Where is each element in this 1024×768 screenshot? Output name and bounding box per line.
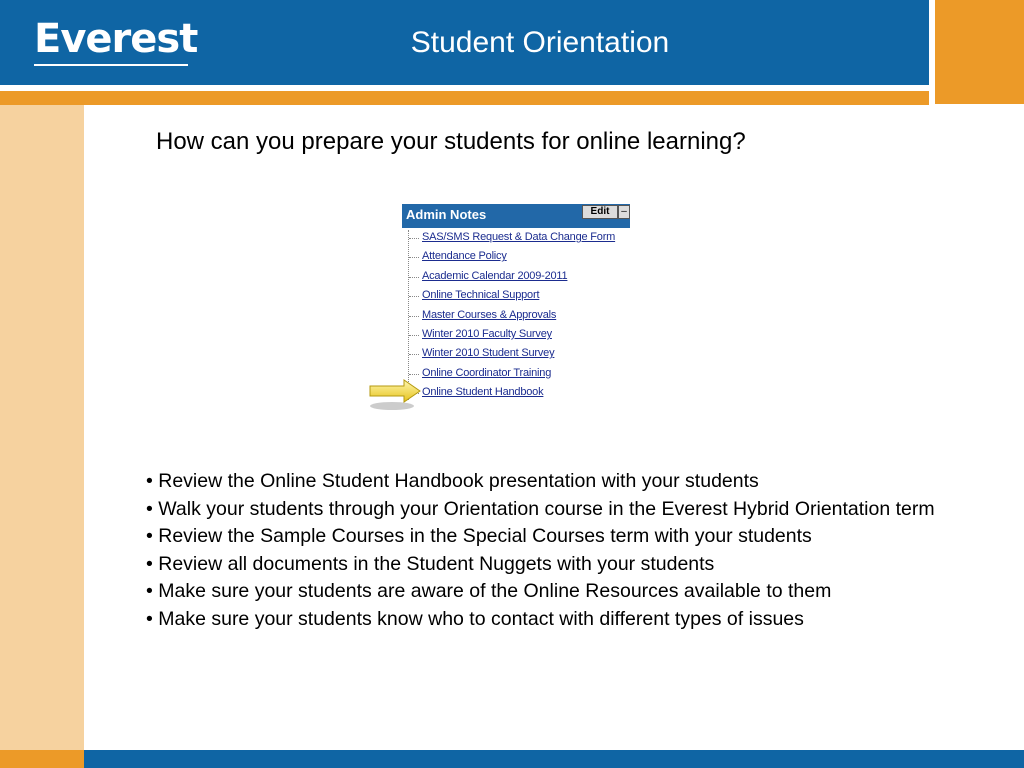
minimize-button[interactable]: – [618,205,630,219]
left-sidebar-band [0,105,84,750]
admin-link-academic-calendar[interactable]: Academic Calendar 2009-2011 [422,269,568,282]
admin-notes-panel [402,204,630,404]
admin-link-technical-support[interactable]: Online Technical Support [422,289,540,302]
list-item [402,366,615,385]
admin-notes-list [402,230,615,405]
admin-link-student-survey[interactable]: Winter 2010 Student Survey [422,347,555,360]
list-item: • Make sure your students know who to contact with different types of issues [146,607,804,630]
header-orange-band [0,91,929,105]
header-accent-block [935,0,1024,104]
list-item [402,249,615,268]
list-item [402,230,615,249]
yellow-arrow-icon [366,378,422,412]
admin-link-coordinator-training[interactable]: Online Coordinator Training [422,366,552,379]
admin-link-attendance-policy[interactable]: Attendance Policy [422,250,507,263]
list-item [402,269,615,288]
admin-link-master-courses[interactable]: Master Courses & Approvals [422,308,557,321]
admin-notes-title: Admin Notes [406,207,487,222]
admin-link-student-handbook[interactable]: Online Student Handbook [422,386,544,399]
tips-bullet-list [146,468,966,633]
list-item [402,385,615,404]
admin-link-sas-sms[interactable]: SAS/SMS Request & Data Change Form [422,231,616,243]
list-item [402,288,615,307]
list-item [402,308,615,327]
everest-logo: Everest [34,16,198,62]
page-title: Student Orientation [410,26,670,59]
list-item: • Review the Online Student Handbook presentation with your students [146,470,759,492]
footer-band [84,750,1024,768]
list-item: • Walk your students through your Orientation course in the Everest Hybrid Orientation term [146,497,935,520]
list-item [402,327,615,346]
list-item: • Make sure your students are aware of the Online Resources available to them [146,580,832,602]
admin-notes-header [402,204,630,228]
list-item: • Review all documents in the Student Nuggets with your students [146,552,715,575]
footer-accent [0,750,84,768]
question-heading: How can you prepare your students for online learning? [156,128,746,155]
logo-underline [34,64,188,66]
list-item: • Review the Sample Courses in the Special Courses term with your students [146,525,812,547]
list-item [402,346,615,365]
admin-link-faculty-survey[interactable]: Winter 2010 Faculty Survey [422,327,552,340]
edit-button[interactable]: Edit [582,205,618,219]
